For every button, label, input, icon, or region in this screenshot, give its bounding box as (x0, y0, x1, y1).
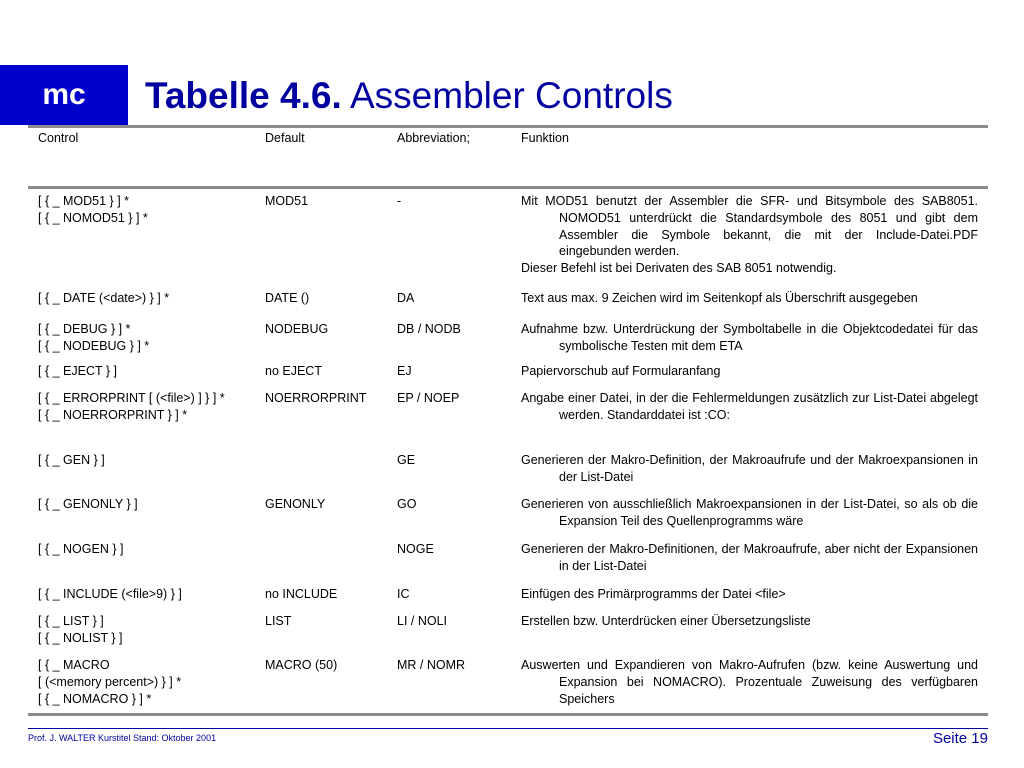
default-cell-line: no EJECT (265, 364, 322, 378)
table-row (28, 586, 988, 613)
abbreviation-cell (387, 193, 511, 290)
abbreviation-cell (387, 390, 511, 452)
funktion-cell-line: Auswerten und Expandieren von Makro-Aufrufen (bzw. keine Auswertung und Expansion bei NOMACRO). Prozentuale Zuweisung des verfügbaren Speichers (521, 658, 978, 706)
table-row (28, 657, 988, 717)
control-cell-line: [ { _ NOMACRO } ] * (38, 691, 152, 706)
control-cell-line: [ { _ GENONLY } ] (38, 497, 138, 511)
default-cell-line: no INCLUDE (265, 587, 338, 601)
funktion-cell (511, 657, 988, 717)
funktion-cell-line: Papiervorschub auf Formularanfang (521, 364, 721, 378)
funktion-cell-line: Angabe einer Datei, in der die Fehlermeldungen zusätzlich zur List-Datei abgelegt werden. Standarddatei ist :CO: (521, 391, 978, 422)
funktion-cell-line: Aufnahme bzw. Unterdrückung der Symboltabelle in die Objektcodedatei für das symbolische Testen mit dem ETA (521, 322, 978, 353)
control-cell-line: [ { _ NOGEN } ] (38, 542, 124, 556)
control-cell (28, 541, 255, 586)
assembler-controls-table (28, 130, 988, 717)
control-cell (28, 193, 255, 290)
funktion-cell (511, 452, 988, 496)
control-cell-line: [ { _ NOMOD51 } ] * (38, 210, 148, 225)
control-cell (28, 321, 255, 363)
header-funktion: Funktion (521, 131, 569, 145)
table-header-row (28, 130, 988, 187)
default-cell-line: NODEBUG (265, 322, 329, 336)
control-cell-line: [ { _ NOERRORPRINT } ] * (38, 407, 188, 422)
abbreviation-cell-line: MR / NOMR (397, 658, 466, 672)
control-cell-line: [ { _ DEBUG } ] * (38, 322, 131, 336)
default-cell-line: GENONLY (265, 497, 326, 511)
control-cell-line: [ { _ INCLUDE (<file>9) } ] (38, 587, 182, 601)
control-cell (28, 657, 255, 717)
funktion-cell (511, 613, 988, 657)
title-number: Tabelle 4.6. (145, 75, 342, 116)
default-cell-line: MOD51 (265, 194, 309, 208)
control-cell (28, 390, 255, 452)
table-row (28, 390, 988, 452)
funktion-cell (511, 321, 988, 363)
default-cell (255, 586, 387, 613)
abbreviation-cell-line: IC (397, 587, 410, 601)
control-cell-line: [ (<memory percent>) } ] * (38, 674, 182, 689)
control-cell-line: [ { _ NOLIST } ] (38, 630, 123, 645)
header-control: Control (38, 131, 79, 145)
default-cell-line: LIST (265, 614, 292, 628)
funktion-cell-line: Generieren der Makro-Definitionen, der Makroaufrufe, aber nicht der Expansionen in der List-Datei (521, 542, 978, 573)
table-row (28, 363, 988, 390)
abbreviation-cell (387, 657, 511, 717)
default-cell (255, 541, 387, 586)
control-cell-line: [ { _ NODEBUG } ] * (38, 338, 150, 353)
default-cell (255, 290, 387, 321)
logo: mc (0, 65, 128, 125)
default-cell (255, 657, 387, 717)
funktion-cell (511, 586, 988, 613)
funktion-cell-line: Dieser Befehl ist bei Derivaten des SAB 8051 notwendig. (521, 261, 837, 276)
abbreviation-cell (387, 290, 511, 321)
default-cell (255, 363, 387, 390)
default-cell (255, 321, 387, 363)
control-cell (28, 363, 255, 390)
page-title (145, 74, 673, 118)
abbreviation-cell-line: LI / NOLI (397, 614, 448, 628)
control-cell (28, 452, 255, 496)
control-cell-line: [ { _ LIST } ] (38, 614, 104, 628)
abbreviation-cell (387, 496, 511, 541)
table-row (28, 290, 988, 321)
funktion-cell-line: Generieren von ausschließlich Makroexpansionen in der List-Datei, so als ob die Expansion Teil des Quellenprogramms wäre (521, 497, 978, 528)
table-row (28, 613, 988, 657)
default-cell-line: MACRO (50) (265, 658, 338, 672)
funktion-cell (511, 290, 988, 321)
abbreviation-cell (387, 586, 511, 613)
control-cell-line: [ { _ GEN } ] (38, 453, 105, 467)
control-cell-line: [ { _ MACRO (38, 658, 110, 672)
table-top-rule (28, 125, 988, 128)
default-cell (255, 613, 387, 657)
control-cell (28, 613, 255, 657)
table-row (28, 193, 988, 290)
control-cell-line: [ { _ ERRORPRINT [ (<file>) ] } ] * (38, 391, 225, 405)
control-cell-line: [ { _ DATE (<date>) } ] * (38, 291, 170, 305)
table-row (28, 496, 988, 541)
abbreviation-cell (387, 321, 511, 363)
abbreviation-cell (387, 363, 511, 390)
title-text: Assembler Controls (350, 75, 673, 116)
header-abbreviation: Abbreviation; (397, 131, 470, 145)
control-cell-line: [ { _ MOD51 } ] * (38, 194, 130, 208)
table-row (28, 541, 988, 586)
funktion-cell (511, 496, 988, 541)
default-cell (255, 452, 387, 496)
default-cell (255, 390, 387, 452)
footer-author: Prof. J. WALTER Kurstitel Stand: Oktober 2001 (28, 733, 217, 743)
default-cell-line: NOERRORPRINT (265, 391, 367, 405)
header-default: Default (265, 131, 305, 145)
default-cell (255, 193, 387, 290)
abbreviation-cell-line: EJ (397, 364, 412, 378)
abbreviation-cell (387, 452, 511, 496)
funktion-cell-line: Einfügen des Primärprogramms der Datei <file> (521, 587, 786, 601)
funktion-cell-line: Generieren der Makro-Definition, der Makroaufrufe und der Makroexpansionen in der List-Datei (521, 453, 978, 484)
abbreviation-cell-line: GE (397, 453, 416, 467)
funktion-cell (511, 390, 988, 452)
default-cell (255, 496, 387, 541)
control-cell (28, 586, 255, 613)
abbreviation-cell-line: NOGE (397, 542, 434, 556)
control-cell-line: [ { _ EJECT } ] (38, 364, 117, 378)
footer-rule (28, 728, 988, 729)
page-number: Seite 19 (932, 730, 988, 747)
funktion-cell-line: Mit MOD51 benutzt der Assembler die SFR- und Bitsymbole des SAB8051. NOMOD51 unterdrückt die Standardsymbole des 8051 und gibt dem Assembler die Symbole bekannt, die mit der Include-Datei.PDF eingebunden werden. (521, 194, 978, 259)
funktion-cell-line: Text aus max. 9 Zeichen wird im Seitenkopf als Überschrift ausgegeben (521, 291, 918, 305)
table-row (28, 321, 988, 363)
funktion-cell (511, 363, 988, 390)
abbreviation-cell-line: GO (397, 497, 417, 511)
abbreviation-cell-line: - (397, 194, 402, 208)
abbreviation-cell (387, 541, 511, 586)
control-cell (28, 496, 255, 541)
abbreviation-cell-line: DB / NODB (397, 322, 461, 336)
funktion-cell-line: Erstellen bzw. Unterdrücken einer Übersetzungsliste (521, 614, 811, 628)
abbreviation-cell-line: EP / NOEP (397, 391, 460, 405)
abbreviation-cell (387, 613, 511, 657)
default-cell-line: DATE () (265, 291, 310, 305)
table-body (28, 193, 988, 717)
table-row (28, 452, 988, 496)
funktion-cell (511, 541, 988, 586)
abbreviation-cell-line: DA (397, 291, 415, 305)
funktion-cell (511, 193, 988, 290)
control-cell (28, 290, 255, 321)
